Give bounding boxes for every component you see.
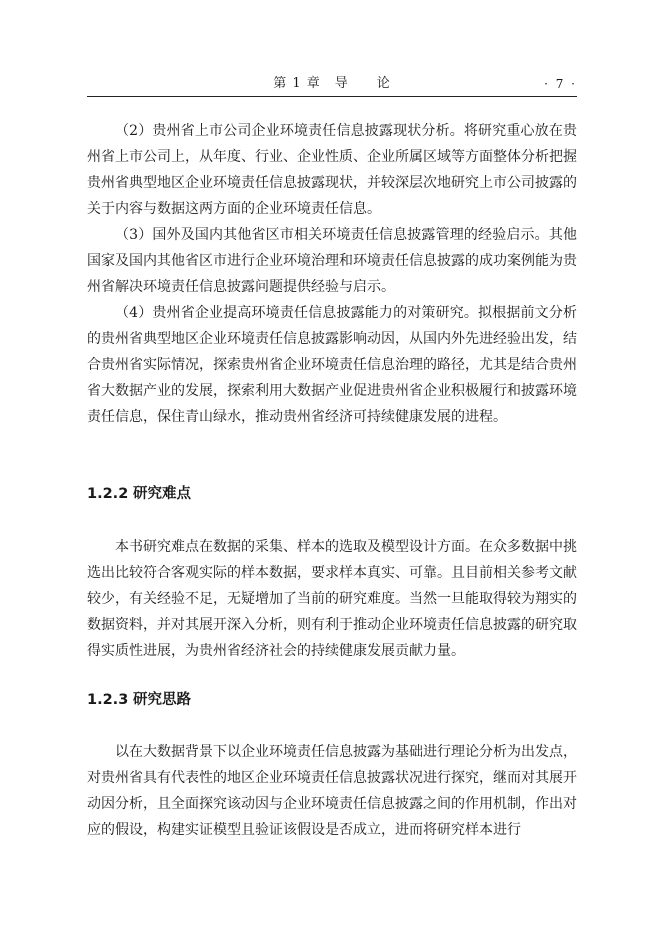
- section-heading-difficulties: [87, 484, 577, 504]
- section-title: 研究思路: [133, 692, 191, 708]
- section-number: 1.2.2: [87, 486, 129, 502]
- paragraph-approach: 以在大数据背景下以企业环境责任信息披露为基础进行理论分析为出发点，对贵州省具有代表性的地区企业环境责任信息披露状况进行探究，继而对其展开动因分析，且全面探究该动因与企业环境责任信息披露之间的作用机制，作出对应的假设，构建实证模型且验证该假设是否成立，进而将研究样本进行: [87, 744, 577, 838]
- running-header: [87, 76, 577, 97]
- paragraph-countermeasures: （4）贵州省企业提高环境责任信息披露能力的对策研究。拟根据前文分析的贵州省典型地区企业环境责任信息披露影响动因，从国内外先进经验出发，结合贵州省实际情况，探索贵州省企业环境责任信息治理的路径，尤其是结合贵州省大数据产业的发展，探索利用大数据产业促进贵州省企业积极履行和披露环境责任信息，保住青山绿水，推动贵州省经济可持续健康发展的进程。: [87, 305, 577, 425]
- paragraph-experience: （3）国外及国内其他省区市相关环境责任信息披露管理的经验启示。其他国家及国内其他省区市进行企业环境治理和环境责任信息披露的成功案例能为贵州省解决环境责任信息披露问题提供经验与启示。: [87, 227, 577, 295]
- page-number: · 7 ·: [544, 77, 577, 91]
- section-number: 1.2.3: [87, 692, 129, 708]
- paragraph-difficulties: 本书研究难点在数据的采集、样本的选取及模型设计方面。在众多数据中挑选出比较符合客观实际的样本数据，要求样本真实、可靠。且目前相关参考文献较少，有关经验不足，无疑增加了当前的研究难度。当然一旦能取得较为翔实的数据资料，并对其展开深入分析，则有利于推动企业环境责任信息披露的研究取得实质性进展，为贵州省经济社会的持续健康发展贡献力量。: [87, 539, 577, 659]
- section-title: 研究难点: [133, 486, 191, 502]
- chapter-title: 第 1 章 导 论: [273, 76, 391, 91]
- section-heading-approach: [87, 690, 577, 710]
- paragraph-current-status: （2）贵州省上市公司企业环境责任信息披露现状分析。将研究重心放在贵州省上市公司上，从年度、行业、企业性质、企业所属区域等方面整体分析把握贵州省典型地区企业环境责任信息披露现状，并较深层次地研究上市公司披露的关于内容与数据这两方面的企业环境责任信息。: [87, 123, 577, 217]
